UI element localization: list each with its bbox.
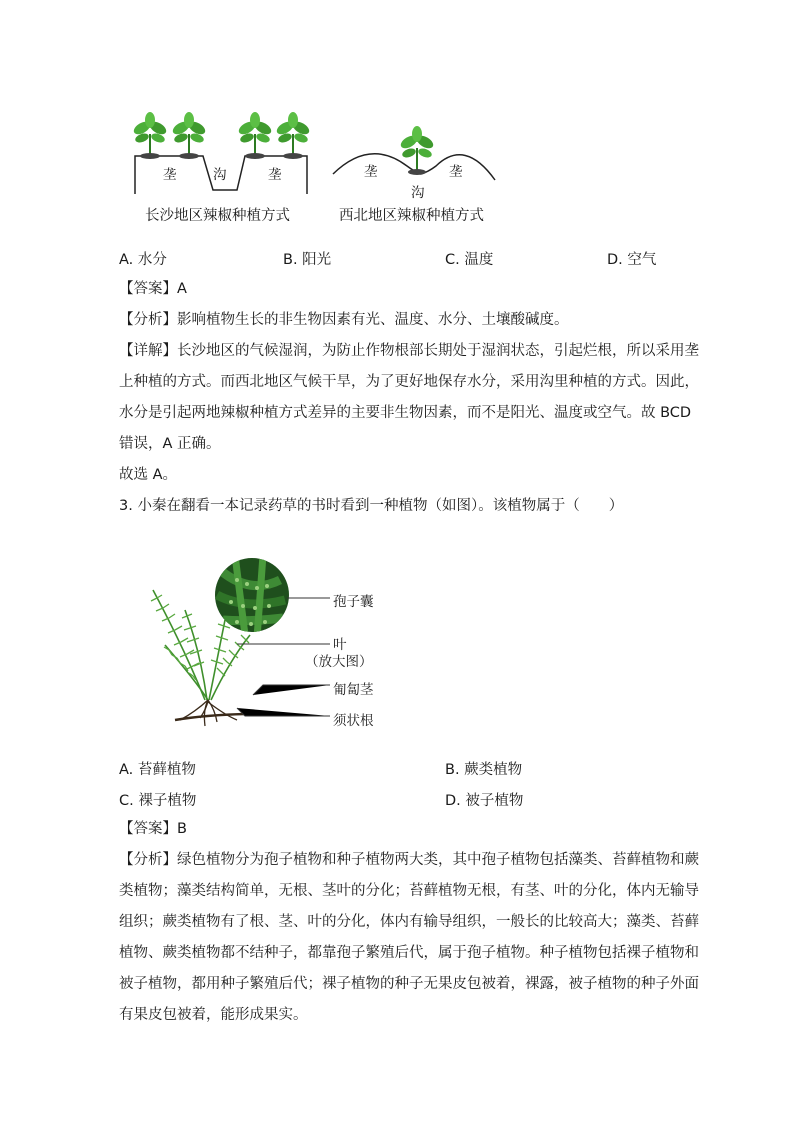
q2-detail-line: 水分是引起两地辣椒种植方式差异的主要非生物因素，而不是阳光、温度或空气。故 BCD	[119, 405, 692, 421]
q3-analysis-line: 组织；蕨类植物有了根、茎、叶的分化，体内有输导组织，一般长的比较高大；藻类、苔藓	[119, 914, 699, 930]
q2-solution	[119, 274, 699, 522]
q3-answer: 【答案】B	[119, 821, 187, 837]
leaf-label: 叶	[333, 637, 347, 653]
q3-analysis-line: 有果皮包被着，能形成果实。	[119, 1007, 308, 1023]
q3-analysis-line: 植物、蕨类植物都不结种子，都靠孢子繁殖后代，属于孢子植物。种子植物包括裸子植物和	[119, 945, 699, 961]
q2-option-c: C. 温度	[445, 252, 494, 268]
q3-stem: 3. 小秦在翻看一本记录药草的书时看到一种植物（如图）。该植物属于（ ）	[119, 498, 624, 514]
q3-analysis-line: 被子植物，都用种子繁殖后代；裸子植物的种子无果皮包被着，裸露，被子植物的种子外面	[119, 976, 699, 992]
changsha-ridge-label-right: 垄	[268, 167, 282, 183]
stem-label: 匍匐茎	[333, 682, 374, 698]
xibei-furrow-label: 沟	[411, 185, 425, 201]
q2-detail-line: 错误，A 正确。	[119, 436, 221, 452]
planting-figure	[125, 108, 505, 204]
sporangia-label: 孢子囊	[333, 594, 374, 610]
q2-option-d: D. 空气	[607, 252, 657, 268]
pepper-plant-4	[275, 112, 312, 159]
q2-option-a: A. 水分	[119, 252, 167, 268]
xibei-ridge-label-left: 垄	[364, 164, 378, 180]
xibei-hill-outline	[333, 154, 495, 180]
q2-analysis: 【分析】影响植物生长的非生物因素有光、温度、水分、土壤酸碱度。	[119, 312, 569, 328]
q3-option-d: D. 被子植物	[445, 793, 524, 809]
xibei-caption: 西北地区辣椒种植方式	[339, 208, 484, 224]
changsha-furrow-label: 沟	[213, 167, 227, 183]
fern-roots	[175, 700, 245, 726]
q2-detail-line: 【详解】长沙地区的气候湿润，为防止作物根部长期处于湿润状态，引起烂根，所以采用垄	[119, 343, 699, 359]
pepper-plant-3	[237, 112, 274, 159]
q3-analysis-line: 类植物；藻类结构简单，无根、茎叶的分化；苔藓植物无根，有茎、叶的分化，体内无输导	[119, 883, 699, 899]
q2-detail-line: 上种植的方式。而西北地区气候干旱，为了更好地保存水分，采用沟里种植的方式。因此，	[119, 374, 699, 390]
zoom-note-label: （放大图）	[305, 654, 373, 670]
pepper-plant-5	[399, 126, 436, 175]
q2-choose: 故选 A。	[119, 467, 178, 483]
q3-solution	[119, 814, 699, 1031]
root-label: 须状根	[333, 713, 374, 729]
fern-figure	[145, 550, 385, 730]
q3-option-b: B. 蕨类植物	[445, 762, 523, 778]
q2-answer: 【答案】A	[119, 281, 187, 297]
q3-option-a: A. 苔藓植物	[119, 762, 196, 778]
pepper-plant-2	[171, 112, 208, 159]
q2-option-b: B. 阳光	[283, 252, 332, 268]
pepper-plant-1	[132, 112, 169, 159]
changsha-ridge-label-left: 垄	[163, 167, 177, 183]
q3-option-c: C. 裸子植物	[119, 793, 197, 809]
q3-analysis-line: 【分析】绿色植物分为孢子植物和种子植物两大类，其中孢子植物包括藻类、苔藓植物和蕨	[119, 852, 699, 868]
xibei-ridge-label-right: 垄	[449, 164, 463, 180]
changsha-caption: 长沙地区辣椒种植方式	[145, 208, 290, 224]
